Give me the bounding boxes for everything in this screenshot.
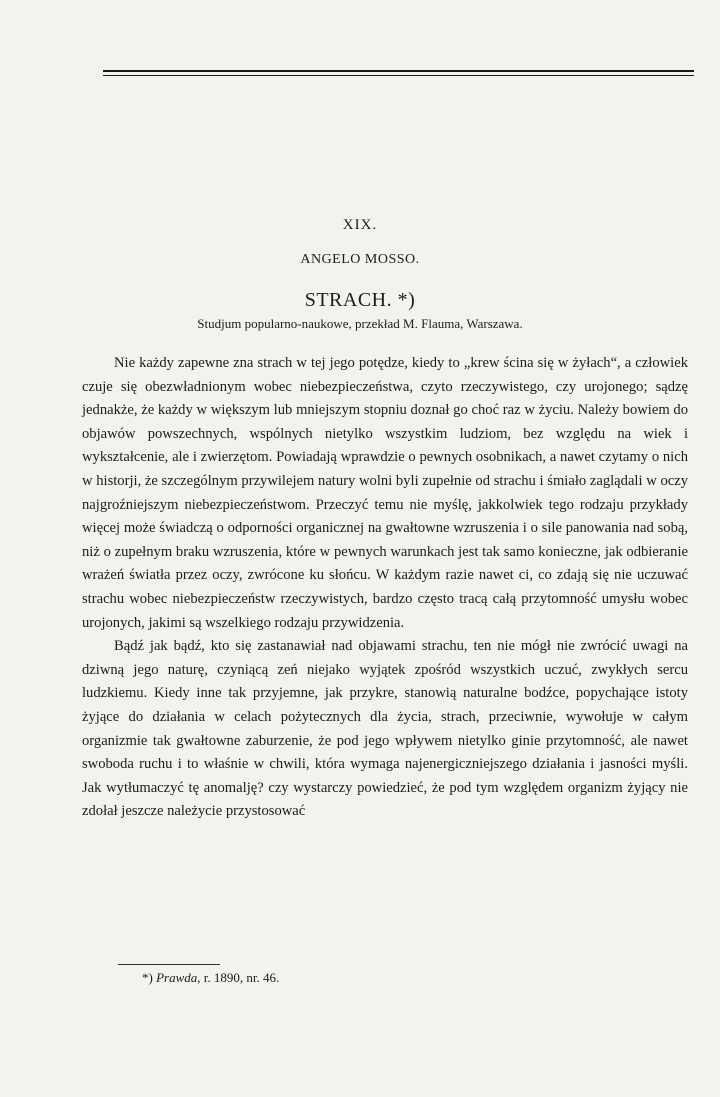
paragraph: Bądź jak bądź, kto się zastanawiał nad objawami strachu, ten nie mógł nie zwrócić uwagi na dziwną jego naturę, czyniącą zeń niejako wyjątek zpośród wszystkich uczuć, zwykłych sercu ludzkiemu. Kiedy inne tak przyjemne, jak przykre, stanowią naturalne bodźce, popychające istoty żyjące do działania w celach pożytecznych dla życia, strach, przeciwnie, wywołuje w całym organizmie tak gwałtowne zaburzenie, że pod jego wpływem nietylko ginie przytomność, ale nawet swoboda ruchu i to właśnie w chwili, która wymaga najenergiczniejszego działania i jasności myśli. Jak wytłumaczyć tę anomalję? czy wystarczy powiedzieć, że pod tym względem organizm żyjący nie zdołał jeszcze należycie przystosować bbox=[82, 638, 688, 820]
author-name: ANGELO MOSSO. bbox=[300, 252, 420, 267]
article-subtitle: Studjum popularno-naukowe, przekład M. Flauma, Warszawa. bbox=[197, 316, 523, 331]
footnote-source: Prawda, bbox=[156, 970, 201, 985]
paragraph: Nie każdy zapewne zna strach w tej jego potędze, kiedy to „krew ścina się w żyłach“, a człowiek czuje się obezwładnionym wobec niebezpieczeństwa, czyto rzeczywistego, czy urojonego; sądzę jednakże, że każdy w większym lub mniejszym stopniu doznał go choć raz w życiu. Należy bowiem do objawów powszechnych, wspólnych nietylko wszystkim ludziom, bez względu na wiek i wykształcenie, ale i zwierzętom. Powiadają wprawdzie o pewnych osobnikach, a nawet czytamy o nich w historji, że szczególnym przywilejem natury wolni byli zupełnie od strachu i śmiało zaglądali w oczy najgroźniejszym niebezpieczeństwom. Przeczyć temu nie myślę, jakkolwiek tego rodzaju przykłady więcej może świadczą o odporności organicznej na gwałtowne wzruszenia i o sile panowania nad sobą, niż o zupełnym braku wzruszenia, które w pewnych warunkach jest tak samo konieczne, jak odbieranie wrażeń światła przez oczy, zwrócone ku słońcu. W każdym razie nawet ci, co zdają się nie uczuwać strachu wobec niebezpieczeństw rzeczywistych, bardzo często tracą całą przytomność umysłu wobec urojonych, jakimi są wszelkiego rodzaju przywidzenia. bbox=[82, 355, 688, 631]
body-text bbox=[82, 352, 688, 824]
chapter-number: XIX. bbox=[342, 217, 378, 233]
footnote-rule bbox=[118, 964, 220, 965]
header-rule-thick bbox=[103, 70, 694, 72]
footnote-marker: *) bbox=[142, 970, 153, 985]
footnote-details: r. 1890, nr. 46. bbox=[203, 970, 280, 985]
header-rule-thin bbox=[103, 75, 694, 76]
footnote bbox=[142, 970, 279, 986]
article-title: STRACH. *) bbox=[304, 289, 416, 311]
